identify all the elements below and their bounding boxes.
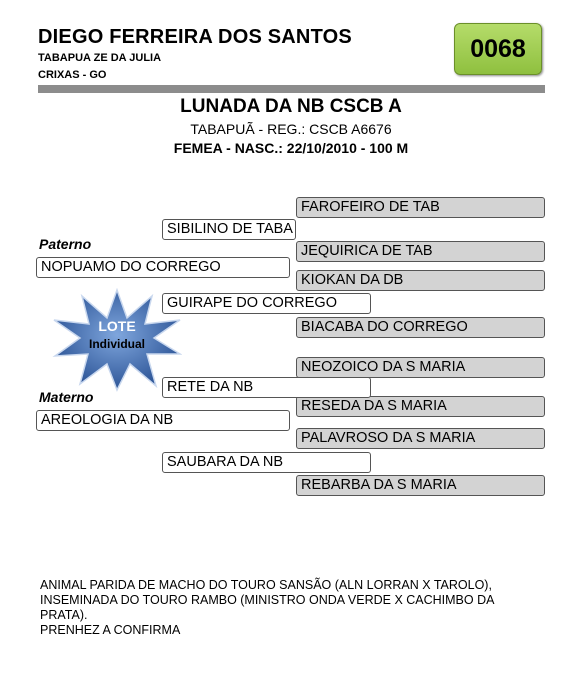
ggp-box-2: JEQUIRICA DE TAB [296, 241, 545, 262]
dam-dam-box: SAUBARA DA NB [162, 452, 371, 473]
note-line-2: INSEMINADA DO TOURO RAMBO (MINISTRO ONDA VERDE X CACHIMBO DA [40, 593, 495, 607]
farm-name: TABAPUA ZE DA JULIA [38, 52, 162, 64]
maternal-label: Materno [39, 389, 94, 405]
sire-dam-box: GUIRAPE DO CORREGO [162, 293, 371, 314]
header-divider [38, 85, 545, 93]
ggp-box-5: NEOZOICO DA S MARIA [296, 357, 545, 378]
note-line-4: PRENHEZ A CONFIRMA [40, 623, 181, 637]
ggp-box-6: RESEDA DA S MARIA [296, 396, 545, 417]
sire-box: NOPUAMO DO CORREGO [36, 257, 290, 278]
owner-name: DIEGO FERREIRA DOS SANTOS [38, 26, 352, 48]
note-line-3: PRATA). [40, 608, 88, 622]
ggp-box-8: REBARBA DA S MARIA [296, 475, 545, 496]
paternal-label: Paterno [39, 236, 92, 252]
badge-line2: Individual [88, 337, 146, 351]
lot-individual-star-badge [52, 288, 182, 392]
note-line-1: ANIMAL PARIDA DE MACHO DO TOURO SANSÃO (ALN LORRAN X TAROLO), [40, 578, 492, 592]
badge-line1: LOTE [98, 318, 136, 334]
animal-birth: FEMEA - NASC.: 22/10/2010 - 100 M [173, 140, 409, 156]
dam-sire-box: RETE DA NB [162, 377, 371, 398]
ggp-box-7: PALAVROSO DA S MARIA [296, 428, 545, 449]
dam-box: AREOLOGIA DA NB [36, 410, 290, 431]
ggp-box-3: KIOKAN DA DB [296, 270, 545, 291]
city-name: CRIXAS - GO [38, 69, 107, 81]
animal-registration: TABAPUÃ - REG.: CSCB A6676 [190, 121, 392, 137]
ggp-box-1: FAROFEIRO DE TAB [296, 197, 545, 218]
notes-block [40, 578, 540, 638]
ggp-box-4: BIACABA DO CORREGO [296, 317, 545, 338]
lot-number-badge: 0068 [454, 23, 542, 75]
animal-name: LUNADA DA NB CSCB A [180, 96, 402, 117]
sire-sire-box: SIBILINO DE TABA [162, 219, 296, 240]
